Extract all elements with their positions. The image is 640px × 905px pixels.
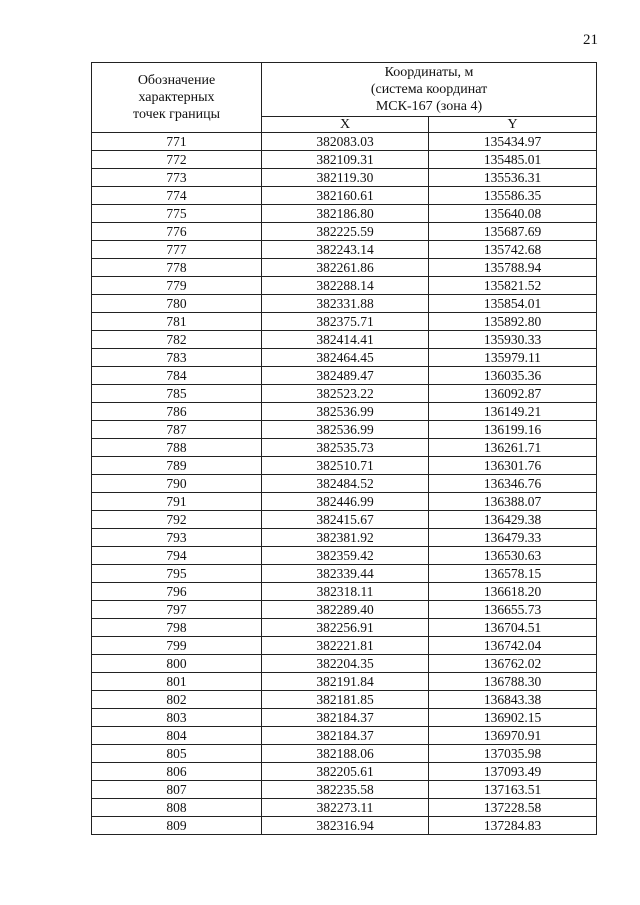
point-id-cell: 775 [92, 205, 262, 223]
x-coordinate-cell: 382331.88 [262, 295, 429, 313]
x-coordinate-cell: 382273.11 [262, 799, 429, 817]
y-coordinate-cell: 135434.97 [429, 133, 597, 151]
coordinates-header-line: Координаты, м [384, 65, 474, 80]
x-coordinate-cell: 382188.06 [262, 745, 429, 763]
table-row [92, 439, 597, 457]
table-row [92, 151, 597, 169]
y-coordinate-cell: 136199.16 [429, 421, 597, 439]
x-coordinate-cell: 382464.45 [262, 349, 429, 367]
y-coordinate-cell: 135930.33 [429, 331, 597, 349]
coordinates-header-line: (система координат [370, 82, 488, 97]
x-coordinate-cell: 382261.86 [262, 259, 429, 277]
table-row [92, 169, 597, 187]
x-coordinate-cell: 382235.58 [262, 781, 429, 799]
x-coordinate-cell: 382536.99 [262, 421, 429, 439]
coordinates-header-line: МСК-167 (зона 4) [375, 99, 483, 114]
header-row-top [92, 63, 597, 117]
y-coordinate-cell: 136261.71 [429, 439, 597, 457]
y-coordinate-cell: 135687.69 [429, 223, 597, 241]
x-coordinate-cell: 382489.47 [262, 367, 429, 385]
x-coordinate-cell: 382186.80 [262, 205, 429, 223]
table-row [92, 421, 597, 439]
table-row [92, 601, 597, 619]
table-row [92, 385, 597, 403]
x-coordinate-cell: 382536.99 [262, 403, 429, 421]
x-coordinate-cell: 382221.81 [262, 637, 429, 655]
x-coordinate-cell: 382205.61 [262, 763, 429, 781]
table-row [92, 727, 597, 745]
x-column-header: X [262, 117, 429, 133]
x-coordinate-cell: 382446.99 [262, 493, 429, 511]
x-coordinate-cell: 382535.73 [262, 439, 429, 457]
table-row [92, 403, 597, 421]
point-id-cell: 784 [92, 367, 262, 385]
point-id-cell: 783 [92, 349, 262, 367]
point-id-cell: 801 [92, 673, 262, 691]
point-id-cell: 797 [92, 601, 262, 619]
table-row [92, 691, 597, 709]
table-row [92, 673, 597, 691]
y-coordinate-cell: 135854.01 [429, 295, 597, 313]
table-body [92, 133, 597, 835]
x-coordinate-cell: 382318.11 [262, 583, 429, 601]
point-id-cell: 805 [92, 745, 262, 763]
point-id-cell: 774 [92, 187, 262, 205]
y-coordinate-cell: 136530.63 [429, 547, 597, 565]
y-column-header: Y [429, 117, 597, 133]
table-row [92, 241, 597, 259]
y-coordinate-cell: 135788.94 [429, 259, 597, 277]
table-row [92, 709, 597, 727]
y-coordinate-cell: 136388.07 [429, 493, 597, 511]
y-coordinate-cell: 135979.11 [429, 349, 597, 367]
x-coordinate-cell: 382204.35 [262, 655, 429, 673]
point-id-cell: 781 [92, 313, 262, 331]
point-id-cell: 777 [92, 241, 262, 259]
table-row [92, 493, 597, 511]
table-row [92, 637, 597, 655]
point-id-cell: 771 [92, 133, 262, 151]
table-row [92, 223, 597, 241]
point-id-cell: 773 [92, 169, 262, 187]
point-id-cell: 806 [92, 763, 262, 781]
y-coordinate-cell: 135742.68 [429, 241, 597, 259]
table-row [92, 547, 597, 565]
point-id-cell: 790 [92, 475, 262, 493]
point-id-cell: 782 [92, 331, 262, 349]
point-id-cell: 802 [92, 691, 262, 709]
y-coordinate-cell: 137093.49 [429, 763, 597, 781]
y-coordinate-cell: 136618.20 [429, 583, 597, 601]
x-coordinate-cell: 382484.52 [262, 475, 429, 493]
y-coordinate-cell: 136578.15 [429, 565, 597, 583]
y-coordinate-cell: 136655.73 [429, 601, 597, 619]
point-id-cell: 772 [92, 151, 262, 169]
table-row [92, 583, 597, 601]
x-coordinate-cell: 382083.03 [262, 133, 429, 151]
y-coordinate-cell: 136762.02 [429, 655, 597, 673]
y-coordinate-cell: 135536.31 [429, 169, 597, 187]
y-coordinate-cell: 136788.30 [429, 673, 597, 691]
point-id-cell: 794 [92, 547, 262, 565]
point-id-cell: 787 [92, 421, 262, 439]
point-id-cell: 808 [92, 799, 262, 817]
y-coordinate-cell: 135821.52 [429, 277, 597, 295]
y-coordinate-cell: 135640.08 [429, 205, 597, 223]
table-row [92, 367, 597, 385]
point-id-cell: 798 [92, 619, 262, 637]
y-coordinate-cell: 136843.38 [429, 691, 597, 709]
x-coordinate-cell: 382225.59 [262, 223, 429, 241]
table-row [92, 349, 597, 367]
y-coordinate-cell: 136479.33 [429, 529, 597, 547]
point-id-cell: 793 [92, 529, 262, 547]
table-row [92, 763, 597, 781]
point-id-cell: 778 [92, 259, 262, 277]
x-coordinate-cell: 382191.84 [262, 673, 429, 691]
coordinates-table [91, 62, 597, 835]
y-coordinate-cell: 136092.87 [429, 385, 597, 403]
table-row [92, 133, 597, 151]
table-row [92, 817, 597, 835]
point-id-cell: 807 [92, 781, 262, 799]
y-coordinate-cell: 136902.15 [429, 709, 597, 727]
point-header-line: точек границы [133, 107, 220, 122]
point-column-header [92, 63, 262, 133]
table-row [92, 655, 597, 673]
x-coordinate-cell: 382181.85 [262, 691, 429, 709]
y-coordinate-cell: 136742.04 [429, 637, 597, 655]
y-coordinate-cell: 136301.76 [429, 457, 597, 475]
x-coordinate-cell: 382523.22 [262, 385, 429, 403]
y-coordinate-cell: 136970.91 [429, 727, 597, 745]
y-coordinate-cell: 137228.58 [429, 799, 597, 817]
table-row [92, 745, 597, 763]
x-coordinate-cell: 382160.61 [262, 187, 429, 205]
point-id-cell: 789 [92, 457, 262, 475]
point-id-cell: 780 [92, 295, 262, 313]
point-id-cell: 804 [92, 727, 262, 745]
point-id-cell: 795 [92, 565, 262, 583]
x-coordinate-cell: 382243.14 [262, 241, 429, 259]
table-row [92, 799, 597, 817]
table-row [92, 259, 597, 277]
x-coordinate-cell: 382109.31 [262, 151, 429, 169]
point-id-cell: 776 [92, 223, 262, 241]
x-coordinate-cell: 382184.37 [262, 727, 429, 745]
x-coordinate-cell: 382288.14 [262, 277, 429, 295]
x-coordinate-cell: 382289.40 [262, 601, 429, 619]
x-coordinate-cell: 382415.67 [262, 511, 429, 529]
y-coordinate-cell: 136429.38 [429, 511, 597, 529]
x-coordinate-cell: 382316.94 [262, 817, 429, 835]
point-id-cell: 800 [92, 655, 262, 673]
table-row [92, 565, 597, 583]
y-coordinate-cell: 136346.76 [429, 475, 597, 493]
x-coordinate-cell: 382339.44 [262, 565, 429, 583]
point-id-cell: 809 [92, 817, 262, 835]
y-coordinate-cell: 137035.98 [429, 745, 597, 763]
table-row [92, 277, 597, 295]
x-coordinate-cell: 382256.91 [262, 619, 429, 637]
y-coordinate-cell: 137284.83 [429, 817, 597, 835]
point-id-cell: 791 [92, 493, 262, 511]
table-row [92, 619, 597, 637]
table-row [92, 781, 597, 799]
x-coordinate-cell: 382381.92 [262, 529, 429, 547]
x-coordinate-cell: 382414.41 [262, 331, 429, 349]
coordinates-column-header [262, 63, 597, 117]
point-id-cell: 792 [92, 511, 262, 529]
point-id-cell: 788 [92, 439, 262, 457]
x-coordinate-cell: 382510.71 [262, 457, 429, 475]
table-row [92, 475, 597, 493]
point-header-line: характерных [138, 90, 215, 105]
point-id-cell: 796 [92, 583, 262, 601]
y-coordinate-cell: 136704.51 [429, 619, 597, 637]
x-coordinate-cell: 382375.71 [262, 313, 429, 331]
y-coordinate-cell: 137163.51 [429, 781, 597, 799]
y-coordinate-cell: 135485.01 [429, 151, 597, 169]
x-coordinate-cell: 382184.37 [262, 709, 429, 727]
point-id-cell: 803 [92, 709, 262, 727]
table-row [92, 331, 597, 349]
y-coordinate-cell: 136035.36 [429, 367, 597, 385]
x-coordinate-cell: 382359.42 [262, 547, 429, 565]
point-id-cell: 799 [92, 637, 262, 655]
table-row [92, 457, 597, 475]
table-row [92, 313, 597, 331]
point-header-line: Обозначение [137, 73, 216, 88]
table-row [92, 511, 597, 529]
table-header [92, 63, 597, 133]
point-id-cell: 785 [92, 385, 262, 403]
y-coordinate-cell: 136149.21 [429, 403, 597, 421]
table-row [92, 205, 597, 223]
table-row [92, 295, 597, 313]
table-row [92, 529, 597, 547]
page-number: 21 [583, 32, 598, 48]
y-coordinate-cell: 135892.80 [429, 313, 597, 331]
y-coordinate-cell: 135586.35 [429, 187, 597, 205]
x-coordinate-cell: 382119.30 [262, 169, 429, 187]
table-row [92, 187, 597, 205]
point-id-cell: 786 [92, 403, 262, 421]
point-id-cell: 779 [92, 277, 262, 295]
